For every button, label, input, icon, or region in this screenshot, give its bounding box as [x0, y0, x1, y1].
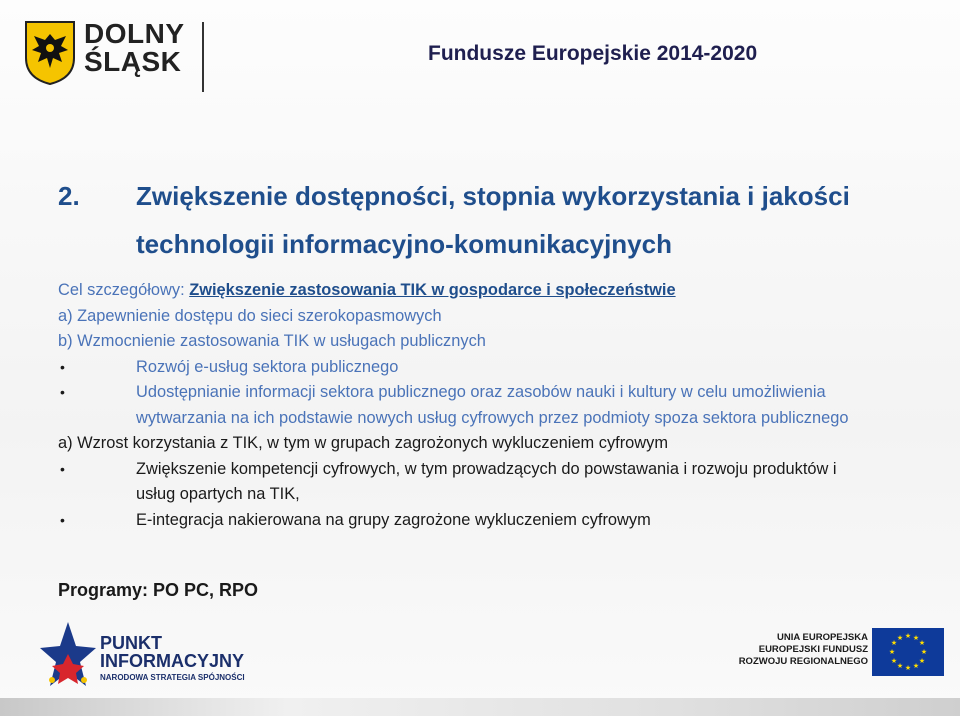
- bullet-icon: •: [60, 358, 65, 375]
- bullet-text-2: Udostępnianie informacji sektora publicznego oraz zasobów nauki i kultury w celu umożliwienia wytwarzania na ich podstawie nowych usług cyfrowych przez podmioty spoza sektora publicznego: [136, 383, 849, 427]
- svg-text:★: ★: [918, 639, 926, 647]
- svg-text:★: ★: [890, 657, 898, 665]
- header-divider: [202, 22, 204, 92]
- eu-line3: ROZWOJU REGIONALNEGO: [738, 656, 868, 667]
- svg-text:★: ★: [904, 664, 912, 672]
- svg-text:★: ★: [912, 634, 920, 642]
- header: [0, 0, 960, 115]
- pi-line2: INFORMACYJNY: [100, 651, 245, 671]
- item-b1: b) Wzmocnienie zastosowania TIK w usługach publicznych: [58, 332, 486, 350]
- svg-text:★: ★: [904, 632, 912, 640]
- pi-text: [100, 634, 245, 684]
- brand-line2: ŚLĄSK: [84, 46, 182, 77]
- bullet-text-4: E-integracja nakierowana na grupy zagrożone wykluczeniem cyfrowym: [136, 510, 651, 529]
- goal-value: Zwiększenie zastosowania TIK w gospodarce i społeczeństwie: [189, 281, 676, 299]
- bullet-icon: •: [60, 384, 65, 400]
- bottom-band: [0, 698, 960, 716]
- goal-label: Cel szczegółowy:: [58, 281, 190, 299]
- goal-line: [58, 278, 918, 304]
- title-number: 2.: [58, 181, 80, 211]
- bullet-item-2: [58, 380, 918, 431]
- dolny-slask-logo: [22, 18, 212, 96]
- bullet-item-4: [58, 508, 918, 534]
- punkt-informacyjny-logo: [40, 620, 290, 700]
- eagle-shield-icon: [22, 20, 78, 86]
- svg-text:★: ★: [912, 662, 920, 670]
- brand-line1: DOLNY: [84, 18, 185, 49]
- content-body: [58, 278, 918, 533]
- bullet-icon: •: [60, 460, 65, 477]
- svg-text:★: ★: [918, 657, 926, 665]
- eu-line2: EUROPEJSKI FUNDUSZ: [758, 644, 868, 655]
- bullet-item-1: [58, 355, 918, 381]
- eu-line1: UNIA EUROPEJSKA: [777, 632, 868, 643]
- eu-text: [728, 632, 868, 668]
- item-a2: a) Wzrost korzystania z TIK, w tym w grupach zagrożonych wykluczeniem cyfrowym: [58, 434, 668, 452]
- item-a1: a) Zapewnienie dostępu do sieci szerokopasmowych: [58, 306, 442, 325]
- bullet-text-1: Rozwój e-usług sektora publicznego: [136, 357, 399, 376]
- eu-stars-icon: [872, 628, 944, 676]
- svg-text:★: ★: [890, 639, 898, 647]
- bullet-text-3: Zwiększenie kompetencji cyfrowych, w tym prowadzących do powstawania i rozwoju produktów i usług opartych na TIK,: [136, 459, 837, 503]
- svg-text:★: ★: [896, 634, 904, 642]
- svg-text:★: ★: [920, 648, 928, 656]
- pi-line3: NARODOWA STRATEGIA SPÓJNOŚCI: [100, 673, 245, 682]
- bullet-icon: •: [60, 511, 65, 528]
- pi-line1: PUNKT: [100, 633, 162, 653]
- bullet-item-3: [58, 457, 856, 508]
- svg-text:★: ★: [896, 662, 904, 670]
- title-text: Zwiększenie dostępności, stopnia wykorzystania i jakości technologii informacyjno-komunikacyjnych: [136, 181, 850, 259]
- svg-text:★: ★: [888, 648, 896, 656]
- funds-title: Fundusze Europejskie 2014-2020: [428, 42, 758, 65]
- eu-logo: [728, 624, 948, 684]
- star-icon: [40, 620, 96, 694]
- programs-line: Programy: PO PC, RPO: [58, 580, 259, 600]
- eu-flag: [872, 628, 944, 676]
